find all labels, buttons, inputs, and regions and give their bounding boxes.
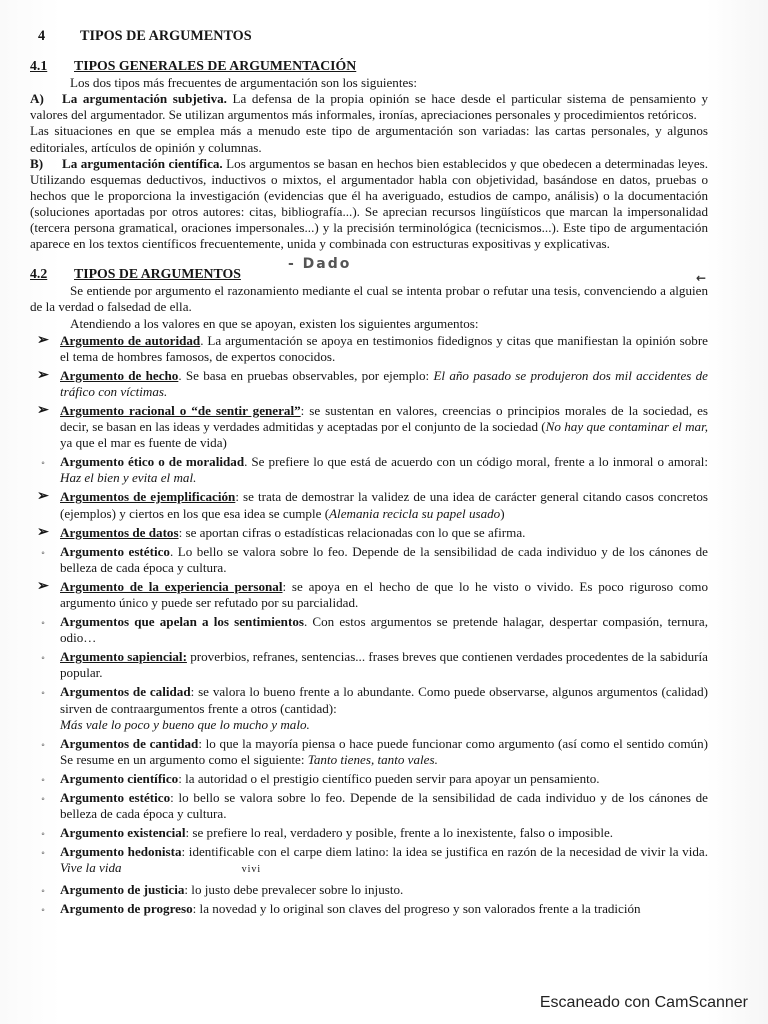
argument-text: : lo que la mayoría piensa o hace puede funcionar como argumento (así como el sentido común) Se resume en un argumento como el siguiente: xyxy=(60,735,708,767)
label-b: La argumentación científica. xyxy=(62,155,223,171)
text-a: La defensa de la propia opinión se hace desde el particular sistema de pensamiento y valores del argumentador. Se utilizan argumentos más informales, ironías, apreciaciones personales y procedimientos retóricos. xyxy=(30,91,708,123)
arrow-bullet-icon: ➢ xyxy=(37,489,49,505)
circle-bullet-icon: ◦ xyxy=(41,653,45,665)
argument-label: Argumento estético xyxy=(60,790,171,806)
subsection-number: 4.2 xyxy=(30,266,48,282)
circle-bullet-icon: ◦ xyxy=(41,458,45,470)
argument-label: Argumento existencial xyxy=(60,825,186,841)
argument-text: : se trata de demostrar la validez de una idea de carácter general citando casos concretos (ejemplos) y ciertos en los que esa idea se cumple ( xyxy=(60,489,708,521)
circle-bullet-icon: ◦ xyxy=(41,829,45,841)
argument-label: Argumento de hecho xyxy=(60,367,179,383)
circle-bullet-icon: ◦ xyxy=(41,618,45,630)
circle-bullet-icon: ◦ xyxy=(41,904,45,916)
argument-text: . Se basa en pruebas observables, por ejemplo: xyxy=(178,367,434,383)
watermark-text: Escaneado con CamScanner xyxy=(539,994,748,1011)
subsection-title: TIPOS GENERALES DE ARGUMENTACIÓN xyxy=(74,58,357,74)
letter-a: A) xyxy=(30,91,44,107)
argument-text: . Lo bello se valora sobre lo feo. Depende de la sensibilidad de cada individuo y de los cánones de belleza de cada época y cultura. xyxy=(60,543,708,575)
argument-text: : identificable con el carpe diem latino: la idea se justifica en razón de la necesidad de vivir la vida. xyxy=(181,844,708,860)
argument-item xyxy=(30,684,708,716)
argument-item xyxy=(30,771,708,787)
argument-text: : se sustentan en valores, creencias o principios morales de la sociedad, es decir, se basan en las ideas y verdades admitidas y aceptadas por el conjunto de la sociedad ( xyxy=(60,402,708,435)
argument-label: Argumentos de calidad xyxy=(60,684,191,700)
subsection-heading-4-2 xyxy=(30,256,708,286)
definition-paragraph: Se entiende por argumento el razonamiento mediante el cual se intenta probar o refutar una tesis, convenciendo a alguien de la verdad o falsedad de ella. xyxy=(30,283,708,315)
argument-example: Haz el bien y evita el mal. xyxy=(60,470,197,486)
subsection-number: 4.1 xyxy=(30,58,48,74)
circle-bullet-icon: ◦ xyxy=(41,547,45,559)
circle-bullet-icon: ◦ xyxy=(41,774,45,786)
argument-text: . La argumentación se apoya en testimonios fidedignos y citas que manifiestan la opinión sobre el tema de hombres famosos, de expertos conocidos. xyxy=(60,332,708,364)
argument-item xyxy=(30,525,708,541)
circle-bullet-icon: ◦ xyxy=(41,794,45,806)
argument-text: : se valora lo bueno frente a lo abundante. Como puede observarse, algunos argumentos (calidad) sirven de contraargumentos frente a otros (cantidad): xyxy=(60,684,708,716)
argument-text: : lo justo debe prevalecer sobre lo injusto. xyxy=(184,881,404,897)
arrow-bullet-icon: ➢ xyxy=(37,578,49,594)
argument-text: : se apoya en el hecho de que lo he visto o vivido. Es poco riguroso como argumento único y puede ser refutado por su parcialidad. xyxy=(60,578,709,610)
argument-text: : se aportan cifras o estadísticas relacionadas con lo que se afirma. xyxy=(178,524,526,540)
arrow-bullet-icon: ➢ xyxy=(37,332,49,348)
values-paragraph: Atendiendo a los valores en que se apoyan, existen los siguientes argumentos: xyxy=(70,315,479,331)
paragraph-b xyxy=(30,156,708,253)
argument-item xyxy=(30,901,708,917)
label-a: La argumentación subjetiva. xyxy=(62,91,227,107)
arrow-bullet-icon: ➢ xyxy=(37,367,49,383)
section-title: TIPOS DE ARGUMENTOS xyxy=(80,28,252,44)
argument-label: Argumentos de datos xyxy=(60,524,179,540)
letter-b: B) xyxy=(30,155,44,171)
argument-text-after: ) xyxy=(500,505,505,521)
argument-item xyxy=(30,333,708,365)
argument-item xyxy=(30,790,708,822)
argument-item xyxy=(30,844,708,878)
argument-text: : lo bello se valora sobre lo feo. Depende de la sensibilidad de cada individuo y de los cánones de belleza de cada época y cultura. xyxy=(60,790,708,822)
argument-label: Argumento de la experiencia personal xyxy=(60,578,283,594)
subsection-heading-4-1 xyxy=(30,58,708,74)
argument-label: Argumento estético xyxy=(60,543,170,559)
argument-example: Vive la vida xyxy=(60,860,122,876)
arrow-bullet-icon: ➢ xyxy=(37,524,49,540)
paragraph-a-situations: Las situaciones en que se emplea más a menudo este tipo de argumentación son variadas: las cartas personales, y algunos editoriales, artículos de opinión y columnas. xyxy=(30,123,708,155)
intro-paragraph: Los dos tipos más frecuentes de argumentación son los siguientes: xyxy=(70,75,418,91)
argument-text: . Se prefiere lo que está de acuerdo con un código moral, frente a lo inmoral o amoral: xyxy=(244,454,709,470)
argument-example: No hay que contaminar el mar, xyxy=(545,419,709,435)
argument-list xyxy=(30,333,708,917)
argument-example: Alemania recicla su papel usado xyxy=(329,505,501,521)
argument-item xyxy=(30,614,708,646)
argument-label: Argumento de justicia xyxy=(60,881,185,897)
subsection-title: TIPOS DE ARGUMENTOS xyxy=(74,266,241,282)
argument-item xyxy=(30,736,708,768)
argument-item xyxy=(30,579,708,611)
argument-item xyxy=(30,489,708,521)
argument-item xyxy=(30,649,708,681)
argument-text: : la novedad y lo original son claves del progreso y son valorados frente a la tradición xyxy=(192,900,641,916)
argument-text: . Con estos argumentos se pretende halagar, despertar compasión, ternura, odio… xyxy=(60,614,708,646)
argument-item xyxy=(30,368,708,400)
text-b: Los argumentos se basan en hechos bien establecidos y que obedecen a determinadas leyes. Utilizando esquemas deductivos, inductivos o mixtos, el argumentador habla con objetividad, basándose en datos, pruebas o hechos que le proporciona la investigación (evidencias que él ha averiguado, estudios de campo, análisis) o la documentación (soluciones aportadas por otros autores: citas, bibliografía...). Se aprecian recursos lingüísticos que marcan la impersonalidad (tercera persona gramatical, oraciones impersonales...) y la precisión terminológica (tecnicismos...). Este tipo de argumentación aparece en los textos científicos frecuentemente, unida y combinada con estructuras expositivas y explicativas. xyxy=(30,155,709,252)
argument-label: Argumento de progreso xyxy=(60,900,193,916)
argument-label: Argumento hedonista xyxy=(60,844,182,860)
argument-item xyxy=(30,544,708,576)
argument-item xyxy=(30,882,708,898)
argument-label: Argumentos de ejemplificación xyxy=(60,489,236,505)
argument-label: Argumento ético o de moralidad xyxy=(60,454,245,470)
argument-text-after: ya que el mar es fuente de vida) xyxy=(60,435,227,451)
handwritten-mark: ← xyxy=(695,271,706,286)
argument-label: Argumentos de cantidad xyxy=(60,735,199,751)
argument-example: El año pasado se produjeron dos mil accidentes de tráfico con víctimas. xyxy=(60,367,708,399)
argument-item xyxy=(30,403,708,451)
circle-bullet-icon: ◦ xyxy=(41,848,45,860)
argument-label: Argumento racional o “de sentir general” xyxy=(60,402,301,418)
document-content xyxy=(30,28,708,917)
circle-bullet-icon: ◦ xyxy=(41,688,45,700)
circle-bullet-icon: ◦ xyxy=(41,885,45,897)
section-heading xyxy=(38,28,708,44)
paragraph-a xyxy=(30,91,708,123)
argument-example-line: Más vale lo poco y bueno que lo mucho y malo. xyxy=(60,716,310,732)
argument-label: Argumentos que apelan a los sentimientos xyxy=(60,614,304,630)
argument-text: : se prefiere lo real, verdadero y posible, frente a lo inexistente, falso o imposible. xyxy=(185,825,614,841)
argument-label: Argumento sapiencial: xyxy=(60,649,187,665)
argument-text: : la autoridad o el prestigio científico pueden servir para apoyar un pensamiento. xyxy=(178,770,600,786)
argument-label: Argumento científico xyxy=(60,770,179,786)
handwritten-note: vivi xyxy=(241,864,262,876)
argument-item xyxy=(30,454,708,486)
arrow-bullet-icon: ➢ xyxy=(37,402,49,418)
handwritten-note: - Dado xyxy=(288,256,352,273)
argument-example: Tanto tienes, tanto vales. xyxy=(307,751,438,767)
argument-label: Argumento de autoridad xyxy=(60,332,201,348)
argument-text: proverbios, refranes, sentencias... frases breves que contienen verdades procedentes de la sabiduría popular. xyxy=(60,649,708,681)
argument-item xyxy=(30,825,708,841)
section-number: 4 xyxy=(38,28,46,44)
circle-bullet-icon: ◦ xyxy=(41,739,45,751)
